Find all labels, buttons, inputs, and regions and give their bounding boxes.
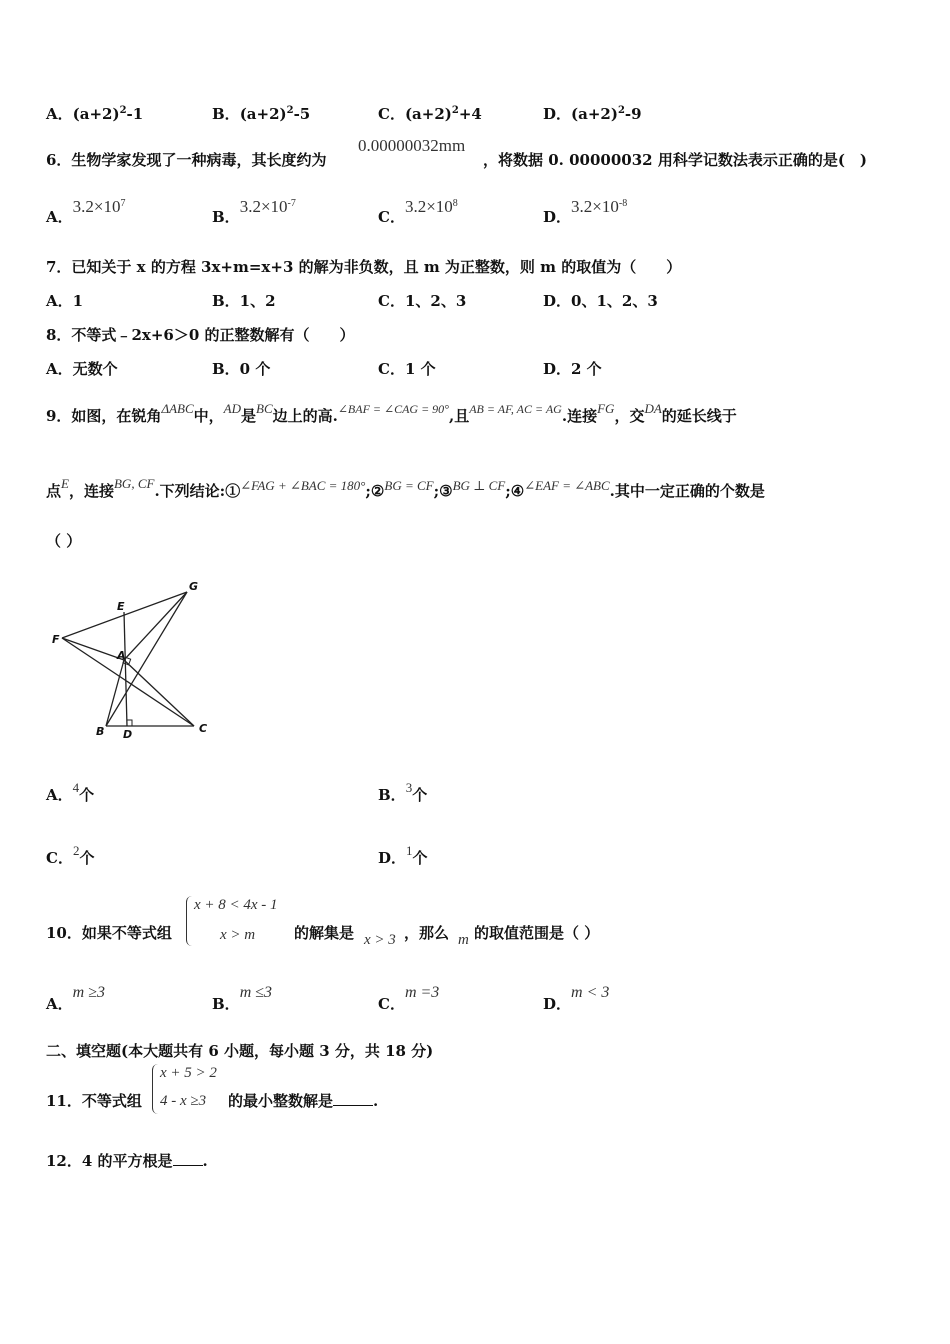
- q9-math: DA: [644, 401, 662, 416]
- q9-line1: [46, 401, 737, 426]
- q9-text: ,且: [448, 407, 470, 425]
- option-tail: -9: [624, 105, 642, 123]
- segment-ac: [124, 660, 194, 726]
- q9-answer-bracket: （ ）: [46, 532, 82, 550]
- option-base: 3.2×10: [404, 197, 453, 216]
- q10-stem-suffix: 的取值范围是（ ）: [474, 924, 600, 942]
- q7-option-c: C．1、2、3: [378, 292, 467, 310]
- q9-option-c: [46, 843, 95, 868]
- option-letter: B．: [212, 995, 240, 1013]
- q9-text: .连接: [561, 407, 598, 425]
- q8-option-d: D．2 个: [543, 360, 602, 378]
- option-tail: -5: [293, 105, 311, 123]
- q7-option-b: B．1、2: [212, 292, 276, 310]
- label-f: F: [52, 633, 60, 646]
- option-letter: B．: [378, 786, 406, 804]
- option-letter: D．: [543, 105, 572, 123]
- q7-stem: 7．已知关于 x 的方程 3x+m=x+3 的解为非负数，且 m 为正整数，则 m 的取值为（ ）: [46, 258, 682, 276]
- q12-end: .: [202, 1152, 208, 1170]
- option-sup: 7: [120, 198, 126, 209]
- option-base: 3.2×10: [571, 197, 619, 216]
- q11-system-line1: x + 5 > 2: [160, 1065, 217, 1081]
- q11-answer-blank: [333, 1105, 373, 1106]
- q9-math: BG = CF: [384, 478, 434, 493]
- option-letter: C．: [46, 849, 73, 867]
- q9-text: 是: [241, 407, 257, 425]
- q9-text: ，交: [614, 407, 645, 425]
- q9-math: ΔABC: [161, 401, 194, 416]
- option-num: 3: [405, 780, 413, 795]
- q9-math: BG ⊥ CF: [452, 478, 506, 493]
- option-base: (a+2): [571, 105, 618, 123]
- q9-math: BG, CF: [113, 476, 155, 491]
- q7-option-d: D．0、1、2、3: [543, 292, 658, 310]
- q9-line2: [46, 476, 765, 501]
- q11-suffix-text: 的最小整数解是: [228, 1092, 334, 1110]
- q9-math: ∠EAF = ∠ABC: [524, 478, 610, 493]
- segment-ed: [124, 612, 127, 726]
- q6-option-c: [378, 197, 458, 227]
- option-unit: 个: [412, 849, 428, 867]
- section-2-heading: 二、填空题(本大题共有 6 小题，每小题 3 分，共 18 分): [46, 1042, 434, 1060]
- q11-stem-suffix: [228, 1090, 378, 1111]
- q9-text: 的延长线于: [661, 407, 737, 425]
- figure-lines: [62, 592, 194, 726]
- label-a: A: [117, 649, 126, 662]
- option-num: 1: [406, 843, 413, 858]
- q10-system-line1: x + 8 < 4x - 1: [194, 897, 278, 913]
- option-letter: C．: [378, 208, 405, 226]
- label-g: G: [189, 580, 199, 593]
- q10-option-b: [212, 984, 273, 1014]
- option-sup: 2: [617, 105, 625, 116]
- q9-text: 边上的高.: [272, 407, 338, 425]
- label-c: C: [199, 722, 208, 735]
- q10-stem-prefix: 10．如果不等式组: [46, 924, 172, 942]
- q6-option-d: [543, 197, 628, 227]
- option-sup: 2: [286, 105, 294, 116]
- q5-option-d: [543, 103, 642, 124]
- option-letter: D．: [378, 849, 407, 867]
- q5-option-b: [212, 103, 310, 124]
- option-num: 4: [72, 780, 80, 795]
- option-letter: A．: [46, 208, 73, 226]
- option-letter: A．: [46, 105, 73, 123]
- q10-option-c: [378, 984, 440, 1014]
- q8-stem: 8．不等式﹣2x+6＞0 的正整数解有（ ）: [46, 326, 355, 344]
- q11-system-line2: 4 - x ≥3: [160, 1093, 207, 1109]
- label-b: B: [96, 725, 105, 738]
- option-num: 2: [72, 843, 80, 858]
- option-letter: D．: [543, 995, 572, 1013]
- q6-option-b: [212, 197, 296, 227]
- label-e: E: [117, 600, 125, 613]
- q9-option-d: [378, 843, 428, 868]
- q8-option-c: C．1 个: [378, 360, 436, 378]
- option-letter: B．: [212, 208, 240, 226]
- q5-option-c: [378, 103, 482, 124]
- q9-text: .下列结论:①: [154, 482, 241, 500]
- q7-option-a: A．1: [46, 292, 84, 310]
- right-angle-mark-d: [127, 720, 132, 726]
- option-base: (a+2): [404, 105, 452, 123]
- q8-option-b: B．0 个: [212, 360, 271, 378]
- q9-text: 中，: [193, 407, 224, 425]
- option-sup: 8: [452, 198, 458, 209]
- option-letter: C．: [378, 995, 405, 1013]
- option-math: m ≥3: [72, 984, 105, 1001]
- q9-math: AB = AF, AC = AG: [469, 402, 562, 416]
- option-base: 3.2×10: [72, 197, 121, 216]
- q10-m: m: [458, 932, 469, 948]
- option-unit: 个: [412, 786, 428, 804]
- q10-system-brace: [186, 896, 193, 946]
- q11-system-brace: [152, 1064, 159, 1114]
- q9-math: AD: [223, 401, 241, 416]
- option-letter: A．: [46, 786, 73, 804]
- option-tail: -1: [126, 105, 144, 123]
- q11-end: .: [373, 1092, 379, 1110]
- option-math: m =3: [404, 984, 440, 1001]
- q12-answer-blank: [173, 1165, 203, 1166]
- q9-text: 9．如图，在锐角: [46, 407, 162, 425]
- q9-text: ;④: [505, 482, 525, 500]
- option-base: 3.2×10: [239, 197, 288, 216]
- q9-option-a: [46, 780, 95, 805]
- option-letter: D．: [543, 208, 572, 226]
- option-sup: -8: [618, 198, 628, 209]
- q10-option-d: [543, 984, 610, 1014]
- label-d: D: [123, 728, 133, 741]
- q12-text: 12．4 的平方根是: [46, 1152, 173, 1170]
- q9-math: FG: [597, 401, 615, 416]
- option-math: m ≤3: [239, 984, 273, 1001]
- q9-text: .其中一定正确的个数是: [609, 482, 765, 500]
- q6-option-a: [46, 197, 126, 227]
- option-tail: +4: [458, 105, 482, 123]
- q9-text: ;②: [365, 482, 385, 500]
- q9-math: ∠FAG + ∠BAC = 180°: [240, 478, 366, 493]
- option-unit: 个: [79, 849, 95, 867]
- q11-stem-prefix: 11．不等式组: [46, 1092, 142, 1110]
- q10-option-a: [46, 984, 105, 1014]
- option-sup: -7: [287, 198, 296, 209]
- q9-math: BC: [256, 401, 273, 416]
- option-math: m < 3: [571, 984, 610, 1001]
- q9-math: E: [61, 476, 69, 491]
- option-letter: B．: [212, 105, 240, 123]
- q6-stem-prefix: 6．生物学家发现了一种病毒，其长度约为: [46, 151, 327, 169]
- q10-system-line2: x > m: [220, 927, 256, 943]
- option-base: (a+2): [72, 105, 120, 123]
- q9-geometry-figure: [44, 575, 224, 745]
- q12-stem: [46, 1150, 208, 1171]
- q9-text: 点: [46, 482, 62, 500]
- option-letter: C．: [378, 105, 405, 123]
- option-letter: A．: [46, 995, 73, 1013]
- option-base: (a+2): [239, 105, 287, 123]
- q8-option-a: A．无数个: [46, 360, 118, 378]
- segment-fa: [62, 638, 124, 660]
- segment-fc: [62, 638, 194, 726]
- option-unit: 个: [79, 786, 95, 804]
- q10-stem-mid: 的解集是: [294, 924, 355, 942]
- option-sup: 2: [451, 105, 459, 116]
- q9-math: ∠BAF = ∠CAG = 90°: [337, 402, 449, 416]
- q9-text: ;③: [433, 482, 453, 500]
- q10-solution: x > 3: [364, 932, 396, 948]
- q5-option-a: [46, 103, 143, 124]
- q6-stem-math: 0.00000032mm: [358, 136, 466, 155]
- q9-option-b: [378, 780, 428, 805]
- segment-ag: [124, 592, 187, 660]
- q10-stem-mid2: ，那么: [404, 924, 450, 942]
- q9-text: ，连接: [68, 482, 114, 500]
- option-sup: 2: [119, 105, 127, 116]
- q6-stem-suffix: ，将数据 0. 00000032 用科学记数法表示正确的是( ): [483, 151, 868, 169]
